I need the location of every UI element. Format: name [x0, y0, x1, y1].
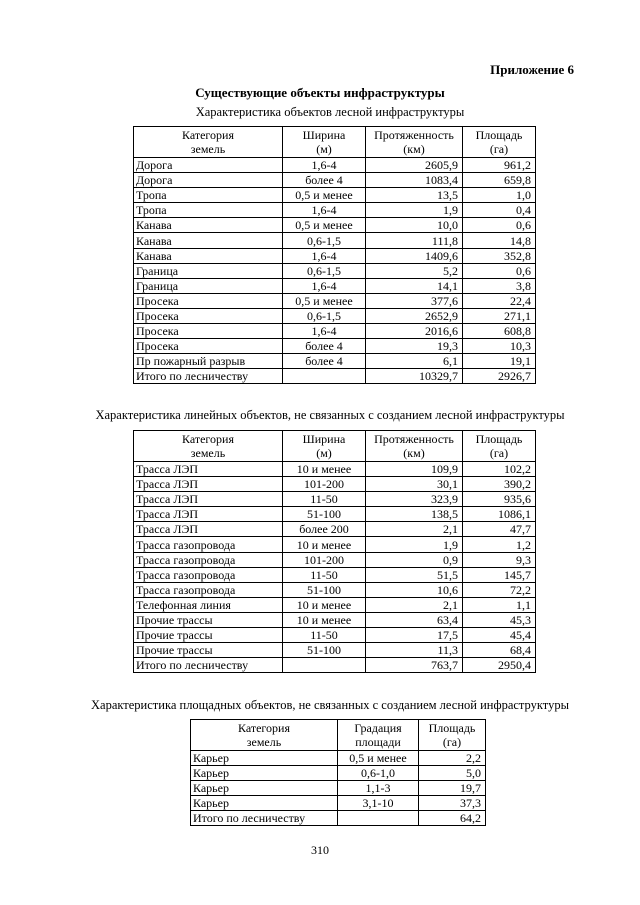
table-cell: 9,3	[463, 552, 536, 567]
table-cell: Трасса ЛЭП	[134, 462, 283, 477]
table-linear-objects	[133, 430, 536, 673]
table-cell	[283, 369, 366, 384]
table-row	[134, 308, 536, 323]
table-row	[134, 597, 536, 612]
table-row	[134, 462, 536, 477]
table-cell: Канава	[134, 233, 283, 248]
table-cell: 0,5 и менее	[338, 751, 419, 766]
table-cell: 0,4	[463, 203, 536, 218]
table-cell: 659,8	[463, 173, 536, 188]
table-row	[134, 203, 536, 218]
table-cell: 1409,6	[366, 248, 463, 263]
table-cell: Прочие трассы	[134, 643, 283, 658]
column-header: Категория земель	[134, 127, 283, 158]
table-cell: 102,2	[463, 462, 536, 477]
table-cell: 377,6	[366, 293, 463, 308]
table-total-row	[134, 369, 536, 384]
table-row	[134, 233, 536, 248]
table-cell: 19,1	[463, 354, 536, 369]
table-cell: 145,7	[463, 567, 536, 582]
table-cell: 2016,6	[366, 324, 463, 339]
table-cell: 352,8	[463, 248, 536, 263]
table-cell: Тропа	[134, 188, 283, 203]
table-cell: 0,6-1,5	[283, 233, 366, 248]
table-cell: 138,5	[366, 507, 463, 522]
table-cell: 47,7	[463, 522, 536, 537]
table-cell: 2926,7	[463, 369, 536, 384]
table-cell: 10,3	[463, 339, 536, 354]
table-cell: 19,3	[366, 339, 463, 354]
table-cell: более 200	[283, 522, 366, 537]
table-cell: 45,3	[463, 612, 536, 627]
table-cell: Трасса газопровода	[134, 582, 283, 597]
table-cell: Трасса ЛЭП	[134, 522, 283, 537]
column-header: Площадь (га)	[419, 720, 486, 751]
table-row	[134, 339, 536, 354]
table-cell: более 4	[283, 354, 366, 369]
table-cell: Пр пожарный разрыв	[134, 354, 283, 369]
table-cell: 51-100	[283, 643, 366, 658]
table-cell: 14,1	[366, 278, 463, 293]
table-cell: 3,8	[463, 278, 536, 293]
table-cell: 72,2	[463, 582, 536, 597]
table-cell: 1,9	[366, 537, 463, 552]
table-row	[134, 293, 536, 308]
column-header: Площадь (га)	[463, 431, 536, 462]
table-cell: Дорога	[134, 173, 283, 188]
table-cell: Итого по лесничеству	[134, 658, 283, 673]
table-cell: Итого по лесничеству	[134, 369, 283, 384]
table-row	[134, 324, 536, 339]
table-cell: 101-200	[283, 552, 366, 567]
table-cell: Просека	[134, 339, 283, 354]
table-row	[134, 248, 536, 263]
table-cell: 64,2	[419, 811, 486, 826]
table-cell: Дорога	[134, 158, 283, 173]
table-cell: 0,6-1,5	[283, 308, 366, 323]
table-cell: Просека	[134, 324, 283, 339]
table-cell: 63,4	[366, 612, 463, 627]
table-cell: 0,5 и менее	[283, 218, 366, 233]
table-cell: 22,4	[463, 293, 536, 308]
table-cell: 1083,4	[366, 173, 463, 188]
table-row	[134, 643, 536, 658]
column-header: Категория земель	[134, 431, 283, 462]
table-cell: Телефонная линия	[134, 597, 283, 612]
table-cell: Карьер	[191, 751, 338, 766]
table-cell: 68,4	[463, 643, 536, 658]
table-row	[134, 278, 536, 293]
table-cell: 1,6-4	[283, 278, 366, 293]
table-cell: 6,1	[366, 354, 463, 369]
table-cell: Канава	[134, 218, 283, 233]
table-forest-infrastructure	[133, 126, 536, 384]
table-cell: 13,5	[366, 188, 463, 203]
table-cell: Просека	[134, 293, 283, 308]
table-cell: Граница	[134, 263, 283, 278]
table-cell: 37,3	[419, 796, 486, 811]
page-title: Существующие объекты инфраструктуры	[195, 85, 445, 100]
column-header: Протяженность (км)	[366, 127, 463, 158]
table-cell: 2605,9	[366, 158, 463, 173]
table-cell: Просека	[134, 308, 283, 323]
table-cell: 11-50	[283, 567, 366, 582]
table-cell: 5,0	[419, 766, 486, 781]
table-cell: 1086,1	[463, 507, 536, 522]
table-cell: Трасса ЛЭП	[134, 507, 283, 522]
table-cell: 10329,7	[366, 369, 463, 384]
table-cell: 2,1	[366, 597, 463, 612]
table-cell: 1,6-4	[283, 158, 366, 173]
table-row	[134, 173, 536, 188]
table-cell: 1,1	[463, 597, 536, 612]
table-cell: 30,1	[366, 477, 463, 492]
table-cell: 271,1	[463, 308, 536, 323]
column-header: Площадь (га)	[463, 127, 536, 158]
table-cell: 1,6-4	[283, 324, 366, 339]
table-cell: 51-100	[283, 582, 366, 597]
column-header: Ширина (м)	[283, 431, 366, 462]
table-cell: 0,9	[366, 552, 463, 567]
table-cell: 1,0	[463, 188, 536, 203]
table-row	[134, 522, 536, 537]
table-cell: Канава	[134, 248, 283, 263]
table-row	[134, 188, 536, 203]
table-cell: 0,5 и менее	[283, 293, 366, 308]
table-cell: Трасса ЛЭП	[134, 477, 283, 492]
table-cell: 1,6-4	[283, 203, 366, 218]
table-header-row	[134, 431, 536, 462]
table-cell: 10 и менее	[283, 597, 366, 612]
table-cell: 51,5	[366, 567, 463, 582]
table-cell: 2950,4	[463, 658, 536, 673]
table-total-row	[191, 811, 486, 826]
table-row	[134, 582, 536, 597]
table-cell: 109,9	[366, 462, 463, 477]
table-cell: Итого по лесничеству	[191, 811, 338, 826]
table-cell: 11,3	[366, 643, 463, 658]
table-total-row	[134, 658, 536, 673]
table-cell: Трасса газопровода	[134, 552, 283, 567]
table-row	[191, 751, 486, 766]
page-number: 310	[311, 843, 329, 857]
appendix-label: Приложение 6	[490, 62, 574, 77]
table-cell: 1,9	[366, 203, 463, 218]
table-cell: 1,1-3	[338, 781, 419, 796]
table-cell: 2,2	[419, 751, 486, 766]
table-cell: 5,2	[366, 263, 463, 278]
table-cell: 10,0	[366, 218, 463, 233]
column-header: Протяженность (км)	[366, 431, 463, 462]
table-cell: 1,2	[463, 537, 536, 552]
table-cell: 0,6-1,5	[283, 263, 366, 278]
table-cell: 0,6-1,0	[338, 766, 419, 781]
table-cell: 763,7	[366, 658, 463, 673]
table-cell: 961,2	[463, 158, 536, 173]
table-cell: более 4	[283, 173, 366, 188]
table-cell: Карьер	[191, 796, 338, 811]
table-cell	[338, 811, 419, 826]
table-caption-area-objects: Характеристика площадных объектов, не связанных с созданием лесной инфраструктуры	[91, 698, 569, 712]
table-cell: 17,5	[366, 628, 463, 643]
table-row	[134, 537, 536, 552]
table-header-row	[191, 720, 486, 751]
table-cell: 390,2	[463, 477, 536, 492]
column-header: Градация площади	[338, 720, 419, 751]
table-cell: 11-50	[283, 492, 366, 507]
table-row	[134, 477, 536, 492]
table-row	[191, 766, 486, 781]
table-row	[134, 218, 536, 233]
table-cell: 323,9	[366, 492, 463, 507]
table-cell: 2,1	[366, 522, 463, 537]
table-cell: 3,1-10	[338, 796, 419, 811]
table-cell: 11-50	[283, 628, 366, 643]
table-row	[134, 263, 536, 278]
table-cell: более 4	[283, 339, 366, 354]
table-cell: 935,6	[463, 492, 536, 507]
table-cell: 45,4	[463, 628, 536, 643]
table-row	[134, 628, 536, 643]
table-cell: Прочие трассы	[134, 612, 283, 627]
table-cell	[283, 658, 366, 673]
table-cell: 0,6	[463, 263, 536, 278]
table-row	[191, 781, 486, 796]
table-cell: Трасса ЛЭП	[134, 492, 283, 507]
table-cell: 101-200	[283, 477, 366, 492]
table-row	[134, 612, 536, 627]
table-caption-linear-objects: Характеристика линейных объектов, не связанных с созданием лесной инфраструктуры	[95, 408, 565, 422]
table-row	[134, 158, 536, 173]
table-cell: 2652,9	[366, 308, 463, 323]
table-cell: 10 и менее	[283, 462, 366, 477]
table-area-objects	[190, 719, 486, 826]
table-header-row	[134, 127, 536, 158]
table-cell: 10 и менее	[283, 537, 366, 552]
table-cell: 14,8	[463, 233, 536, 248]
table-cell: Карьер	[191, 781, 338, 796]
table-row	[191, 796, 486, 811]
table-cell: 51-100	[283, 507, 366, 522]
table-cell: Трасса газопровода	[134, 537, 283, 552]
table-cell: 0,5 и менее	[283, 188, 366, 203]
table-cell: 10,6	[366, 582, 463, 597]
table-row	[134, 507, 536, 522]
table-caption-forest-infrastructure: Характеристика объектов лесной инфраструктуры	[195, 105, 465, 119]
table-cell: Прочие трассы	[134, 628, 283, 643]
table-cell: 111,8	[366, 233, 463, 248]
table-cell: Карьер	[191, 766, 338, 781]
table-cell: 19,7	[419, 781, 486, 796]
table-row	[134, 492, 536, 507]
table-cell: Тропа	[134, 203, 283, 218]
table-cell: Трасса газопровода	[134, 567, 283, 582]
table-row	[134, 552, 536, 567]
table-cell: 608,8	[463, 324, 536, 339]
table-cell: 1,6-4	[283, 248, 366, 263]
table-cell: 10 и менее	[283, 612, 366, 627]
column-header: Ширина (м)	[283, 127, 366, 158]
table-row	[134, 354, 536, 369]
table-cell: 0,6	[463, 218, 536, 233]
table-row	[134, 567, 536, 582]
table-cell: Граница	[134, 278, 283, 293]
column-header: Категория земель	[191, 720, 338, 751]
